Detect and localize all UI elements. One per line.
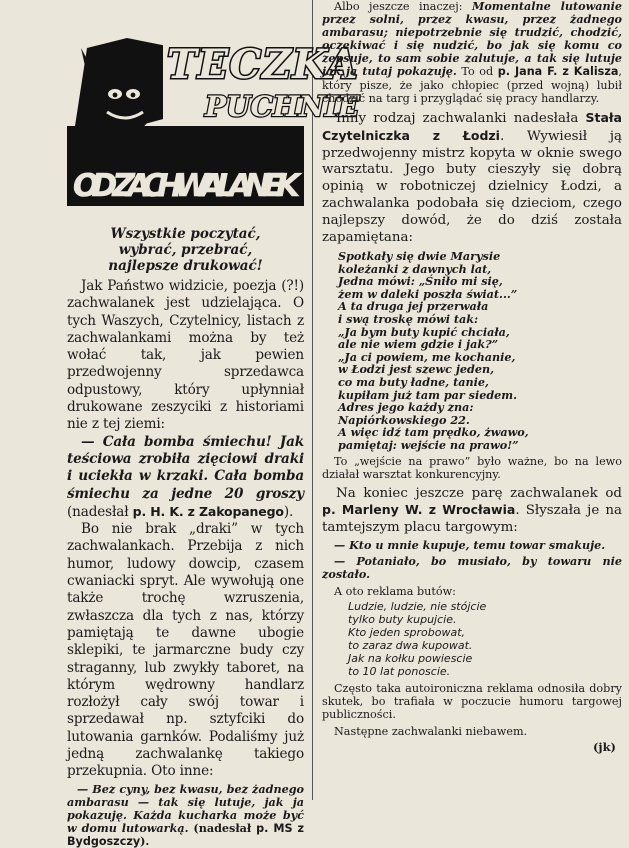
poem-line: w Łodzi jest szewc jeden, [338, 362, 495, 377]
right-column [322, 0, 622, 800]
poem-line: ale nie wiem gdzie i jak?” [338, 337, 499, 352]
text: Inny rodzaj zachwalanki nadesłała [336, 110, 586, 126]
poem-line: Kto jeden sprobowat, [348, 626, 466, 640]
header-illustration [67, 8, 360, 208]
quote-text: — Kto u mnie kupuje, temu towar smakuje. [334, 538, 606, 553]
poem-line: to zaraz dwa kupowat. [348, 639, 473, 653]
poem-line: A ta druga jej przerwała [338, 299, 489, 314]
text: . Słyszała je na tamtejszym placu targowym: [322, 503, 622, 536]
poem-line: Jak na kołku powiescie [348, 652, 473, 666]
poem-line: „Ja bym buty kupić chciała, [338, 324, 510, 339]
paragraph: Następne zachwalanki niebawem. [334, 725, 528, 739]
lead-text [67, 226, 304, 274]
text: . Wywiesił ją przedwojenny mistrz kopyta w oknie swego warsztatu. Jego buty cieszyły się dobrą opinią w robotniczej dzielnicy Łodzi, a zachwalanka podobała się dzieciom, czego najlepszy dowód, że do dziś została zapamiętana: [322, 128, 622, 246]
contributor-name: p. MS z Bydgoszczy [67, 821, 304, 848]
paragraph: A oto reklama butów: [334, 585, 456, 599]
signature: (jk) [592, 740, 616, 755]
poem-line: i swą troskę mówi tak: [338, 311, 479, 326]
paragraph [322, 486, 622, 538]
text: To od [456, 65, 498, 79]
poem-line: koleżanki z dawnych lat, [338, 261, 492, 276]
paragraph: Jak Państwo widzicie, poezja (?!) zachwalanek jest udzielająca. O tych Waszych, Czytelnicy, listach z zachwalankami można by też wołać tak, jak pewien przedwojenny sprzedawca odpustowy, który upłynniał drukowane zeszyciki z historiami nie z tej ziemi: [67, 278, 304, 433]
paragraph: Bo nie brak „draki” w tych zachwalankach. Przebija z nich humor, ludowy dowcip, czasem cwaniacki spryt. Ale wywołują one także trochę wzruszenia, zwłaszcza dla tych z nas, którzy pamiętają te dawne ubogie sklepiki, te jarmarczne budy czy straganny, lub zwykły taboret, na którym wędrowny handlarz rozłożył cały swój towar i sprzedawał np. sztyfciki do lutowania garnków. Podaliśmy już jedną zachwalankę takiego przekupnia. Oto inne: [67, 521, 304, 780]
quote: — Cała bomba śmiechu! Jak teściowa zrobiła zięciowi draki i uciekła w krzaki. Cała bomba śmiechu za jedne 20 groszy [67, 433, 304, 502]
contributor-name: p. Jana F. z Kalisza [497, 65, 619, 79]
quote [322, 555, 622, 581]
poem-line: Napiórkowskiego 22. [338, 412, 470, 427]
text: Na koniec jeszcze parę zachwalanek od [336, 485, 622, 501]
text: (nadesłał [67, 503, 133, 520]
lead-line: Wszystkie poczytać, [110, 226, 261, 242]
left-column [67, 8, 360, 848]
quote: — Bez cyny, bez kwasu, bez żadnego ambarasu — tak się lutuje, jak ja pokazuję. Każda kucharka może być w domu lutowarką. [67, 781, 304, 835]
poem-line: Adres jego każdy zna: [338, 400, 474, 415]
header-drawing [67, 8, 360, 208]
text: ). [283, 503, 294, 520]
poem-line: Jedna mówi: „Śniło mi się, [338, 274, 503, 289]
paragraph: To „wejście na prawo” było ważne, bo na lewo działał warsztat konkurencyjny. [322, 454, 622, 481]
quote: Momentalne lutowanie przez solni, przez kwasu, przez żadnego ambarasu; niepotrzebnie się trudzić, chodzić, oczekiwać i się nudzić, bo jak się komu co zepsuje, to sam sobie zalutuje, a tak się lutuje jak ja tutaj pokazuję. [322, 0, 622, 79]
contributor-name: p. Marleny W. z Wrocławia [322, 502, 516, 518]
shoe-ad-poem [322, 600, 622, 678]
title-line-3: OD ZACHWALANEK [73, 168, 299, 204]
poem [322, 250, 622, 452]
poem-line: „Ja ci powiem, me kochanie, [338, 349, 516, 364]
paragraph [67, 783, 304, 848]
quote-text: — Potaniało, bo musiało, by towaru nie zostało. [322, 554, 622, 582]
title-line-1: TECZKA [167, 41, 359, 88]
paragraph [322, 0, 622, 105]
poem-line: to 10 lat ponoscie. [348, 665, 451, 679]
paragraph: Często taka autoironiczna reklama odnosiła dobry skutek, bo trafiała w poczucie humoru targowej publiczności. [322, 682, 622, 722]
poem-line: Spotkały się dwie Marysie [338, 249, 501, 263]
poem-line: tylko buty kupujcie. [348, 613, 457, 627]
lead-line: najlepsze drukować! [108, 258, 263, 274]
quote [322, 539, 622, 552]
paragraph [322, 110, 622, 247]
text: (nadesłał [188, 820, 257, 835]
paragraph [67, 434, 304, 521]
contributor-name: Stała Czytelniczka z Łodzi [322, 109, 622, 143]
lead-line: wybrać, przebrać, [118, 242, 253, 258]
poem-line: A więc idź tam prędko, żwawo, [338, 425, 529, 440]
contributor-name: p. H. K. z Zakopanego [132, 503, 284, 519]
title-line-2: PUCHNIE [205, 90, 360, 123]
poem-line: pamiętaj: wejście na prawo!” [338, 437, 519, 452]
poem-line: żem w daleki poszła świat...” [338, 286, 518, 301]
poem-line: Ludzie, ludzie, nie stójcie [348, 600, 487, 614]
poem-line: co ma buty ładne, tanie, [338, 374, 489, 389]
text: ). [140, 833, 150, 848]
poem-line: kupiłam już tam par siedem. [338, 387, 518, 402]
text: , który pisze, że jako chłopiec (przed wojną) lubił chodzić na targ i przyglądać się pracy handlarzy. [322, 65, 622, 105]
text: Albo jeszcze inaczej: [334, 0, 472, 13]
